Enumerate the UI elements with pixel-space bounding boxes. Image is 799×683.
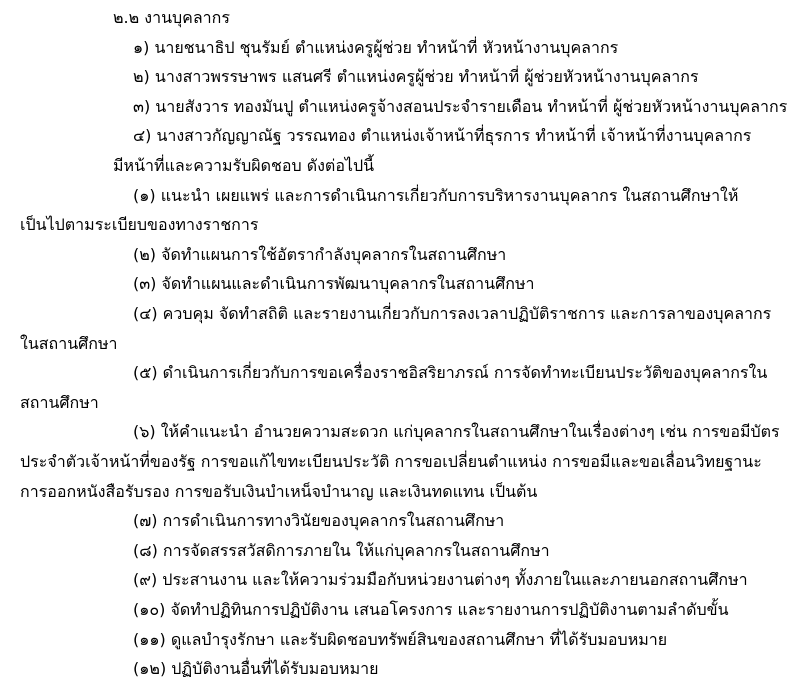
section-heading: ๒.๒ งานบุคลากร <box>113 8 230 27</box>
duty-5-line-2: สถานศึกษา <box>20 393 99 412</box>
personnel-item-2: ๒) นางสาวพรรษาพร แสนศรี ตำแหน่งครูผู้ช่วย ทำหน้าที่ ผู้ช่วยหัวหน้างานบุคลากร <box>133 67 699 86</box>
duty-2: (๒) จัดทำแผนการใช้อัตรากำลังบุคลากรในสถานศึกษา <box>133 245 507 264</box>
duty-7: (๗) การดำเนินการทางวินัยของบุคลากรในสถานศึกษา <box>133 511 505 530</box>
duty-11: (๑๑) ดูแลบำรุงรักษา และรับผิดชอบทรัพย์สินของสถานศึกษา ที่ได้รับมอบหมาย <box>133 630 668 649</box>
duty-1-line-1: (๑) แนะนำ เผยแพร่ และการดำเนินการเกี่ยวกับการบริหารงานบุคลากร ในสถานศึกษาให้ <box>133 186 739 205</box>
duty-4-line-1: (๔) ควบคุม จัดทำสถิติ และรายงานเกี่ยวกับการลงเวลาปฏิบัติราชการ และการลาของบุคลากร <box>133 304 772 323</box>
duty-6-line-2: ประจำตัวเจ้าหน้าที่ของรัฐ การขอแก้ไขทะเบียนประวัติ การขอเปลี่ยนตำแหน่ง การขอมีและขอเลื่อนวิทยฐานะ <box>20 452 762 471</box>
duty-3: (๓) จัดทำแผนและดำเนินการพัฒนาบุคลากรในสถานศึกษา <box>133 274 535 293</box>
personnel-item-3: ๓) นายสังวาร ทองมันปู ตำแหน่งครูจ้างสอนประจำรายเดือน ทำหน้าที่ ผู้ช่วยหัวหน้างานบุคลากร <box>133 97 788 116</box>
duties-heading: มีหน้าที่และความรับผิดชอบ ดังต่อไปนี้ <box>113 156 375 175</box>
duty-4-line-2: ในสถานศึกษา <box>20 334 118 353</box>
personnel-item-1: ๑) นายชนาธิป ชุนรัมย์ ตำแหน่งครูผู้ช่วย ทำหน้าที่ หัวหน้างานบุคลากร <box>133 38 619 57</box>
duty-12: (๑๒) ปฏิบัติงานอื่นที่ได้รับมอบหมาย <box>133 659 379 678</box>
duty-8: (๘) การจัดสรรสวัสดิการภายใน ให้แก่บุคลากรในสถานศึกษา <box>133 541 550 560</box>
personnel-item-4: ๔) นางสาวกัญญาณัฐ วรรณทอง ตำแหน่งเจ้าหน้าที่ธุรการ ทำหน้าที่ เจ้าหน้าที่งานบุคลากร <box>133 126 752 145</box>
duty-6-line-1: (๖) ให้คำแนะนำ อำนวยความสะดวก แก่บุคลากรในสถานศึกษาในเรื่องต่างๆ เช่น การขอมีบัตร <box>133 422 780 441</box>
duty-9: (๙) ประสานงาน และให้ความร่วมมือกับหน่วยงานต่างๆ ทั้งภายในและภายนอกสถานศึกษา <box>133 570 748 589</box>
duty-1-line-2: เป็นไปตามระเบียบของทางราชการ <box>20 215 259 234</box>
duty-5-line-1: (๕) ดำเนินการเกี่ยวกับการขอเครื่องราชอิสริยาภรณ์ การจัดทำทะเบียนประวัติของบุคลากรใน <box>133 363 768 382</box>
duty-6-line-3: การออกหนังสือรับรอง การขอรับเงินบำเหน็จบำนาญ และเงินทดแทน เป็นต้น <box>20 482 538 501</box>
duty-10: (๑๐) จัดทำปฏิทินการปฏิบัติงาน เสนอโครงการ และรายงานการปฏิบัติงานตามลำดับขั้น <box>133 600 729 619</box>
